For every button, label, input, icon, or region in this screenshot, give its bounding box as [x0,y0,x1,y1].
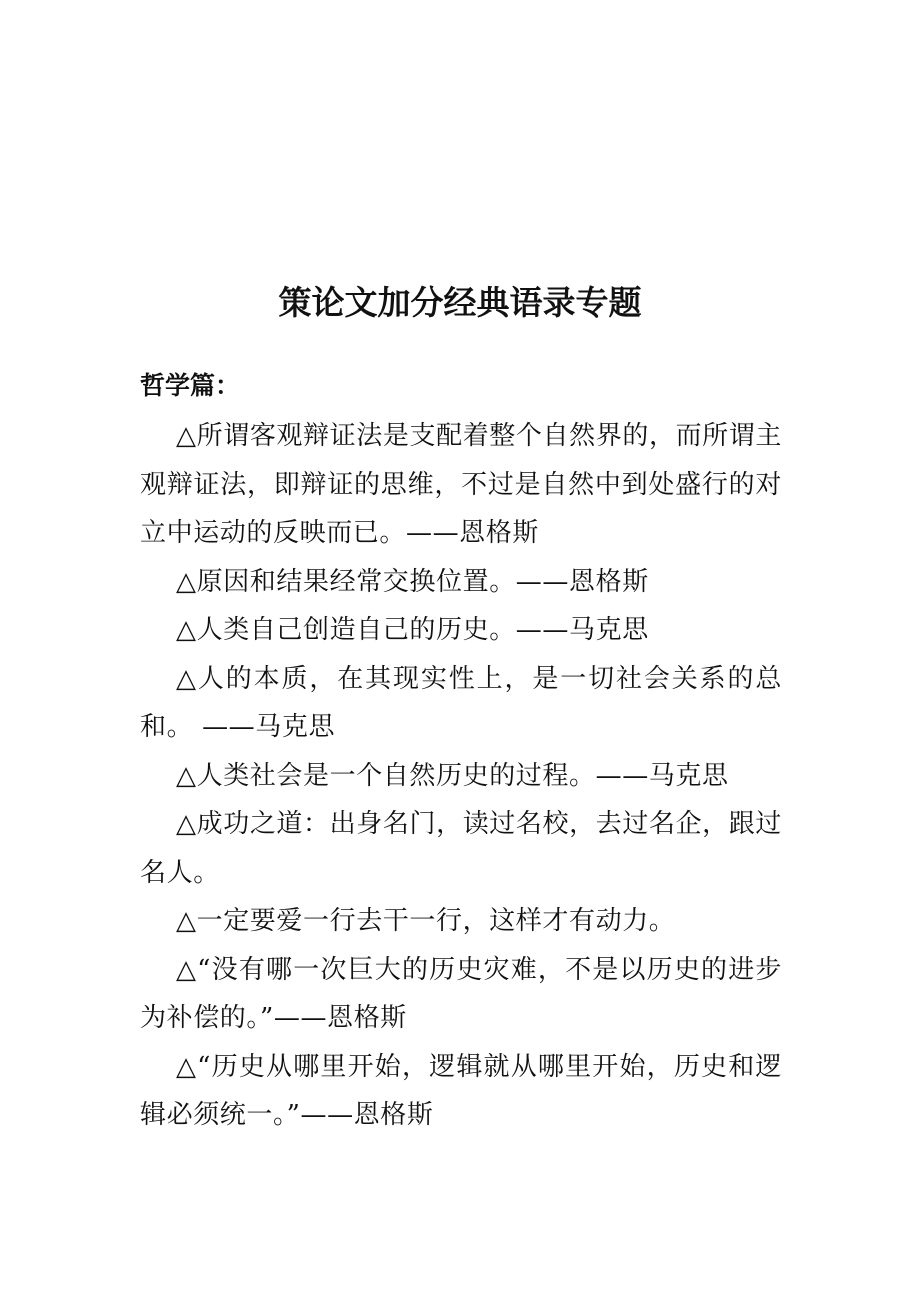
quote-paragraph: △所谓客观辩证法是支配着整个自然界的，而所谓主观辩证法，即辩证的思维，不过是自然中到处盛行的对立中运动的反映而已。——恩格斯 [140,421,782,548]
quote-paragraph: △成功之道：出身名门，读过名校，去过名企，跟过名人。 [140,809,782,888]
section-heading: 哲学篇： [140,371,241,400]
quote-paragraph: △“没有哪一次巨大的历史灾难，不是以历史的进步为补偿的。”——恩格斯 [140,954,782,1033]
quotes-body [140,412,782,1140]
quote-paragraph: △人类社会是一个自然历史的过程。——马克思 [176,760,729,791]
quote-paragraph: △人类自己创造自己的历史。——马克思 [176,615,649,645]
quote-paragraph: △一定要爱一行去干一行，这样才有动力。 [176,906,676,936]
quote-paragraph: △原因和结果经常交换位置。——恩格斯 [176,566,649,597]
quote-paragraph: △“历史从哪里开始，逻辑就从哪里开始，历史和逻辑必须统一。”——恩格斯 [140,1051,782,1130]
document-title: 策论文加分经典语录专题 [278,283,642,322]
quote-paragraph: △人的本质，在其现实性上，是一切社会关系的总和。 ——马克思 [140,663,782,742]
